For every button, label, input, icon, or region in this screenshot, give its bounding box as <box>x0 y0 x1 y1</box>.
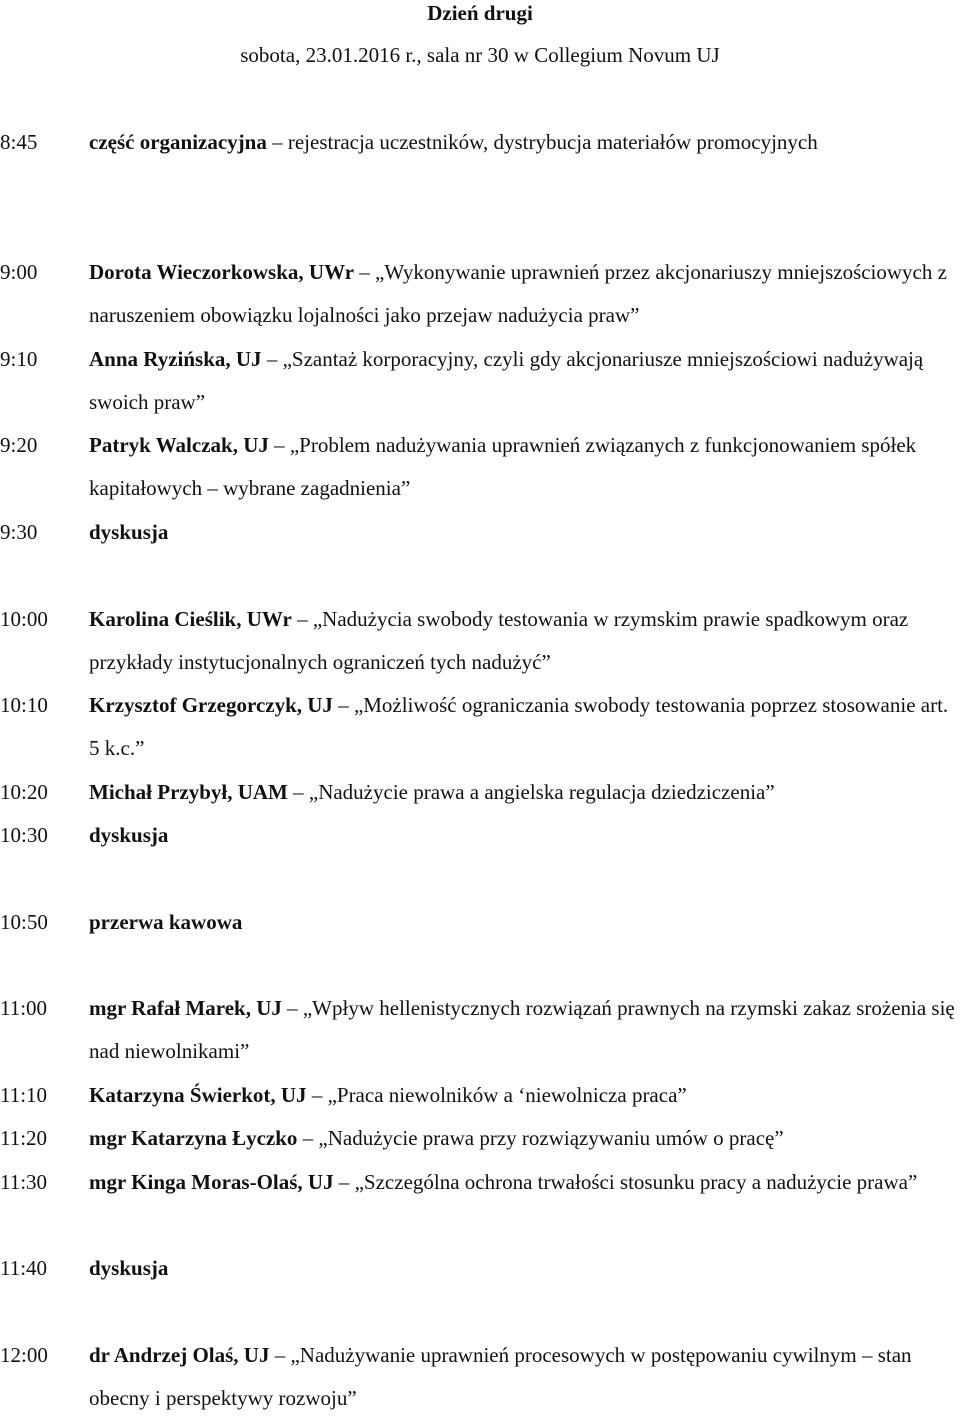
talk-title: – „Nadużycie prawa a angielska regulacja dziedziczenia” <box>287 779 775 804</box>
speaker: dyskusja <box>89 1255 169 1280</box>
talk-title: – „Szczególna ochrona trwałości stosunku pracy a nadużycie prawa” <box>333 1169 918 1194</box>
time-label: 11:10 <box>0 1083 48 1107</box>
time-label: 10:20 <box>0 780 48 804</box>
time-label: 12:00 <box>0 1343 48 1367</box>
speaker: dr Andrzej Olaś, UJ <box>89 1342 270 1367</box>
speaker: dyskusja <box>89 822 169 847</box>
time-label: 9:10 <box>0 347 38 371</box>
time-label: 8:45 <box>0 130 38 154</box>
speaker: przerwa kawowa <box>89 909 243 934</box>
item-content <box>89 511 955 554</box>
time-label: 10:00 <box>0 607 48 631</box>
speaker: Krzysztof Grzegorczyk, UJ <box>89 692 333 717</box>
speaker: Anna Ryzińska, UJ <box>89 346 262 371</box>
talk-title: – „Możliwość ograniczania swobody testowania poprzez stosowanie art. 5 k.c.” <box>89 692 949 760</box>
item-content <box>89 598 955 684</box>
item-content <box>89 338 955 424</box>
item-content <box>89 1074 955 1117</box>
talk-title: – „Nadużycia swobody testowania w rzymskim prawie spadkowym oraz przykłady instytucjonalnych ograniczeń tych nadużyć” <box>89 606 909 674</box>
talk-title: – rejestracja uczestników, dystrybucja materiałów promocyjnych <box>266 129 818 154</box>
item-content <box>89 1117 955 1160</box>
item-content <box>89 121 955 164</box>
talk-title: – „Problem nadużywania uprawnień związanych z funkcjonowaniem spółek kapitałowych – wybrane zagadnienia” <box>89 432 917 500</box>
speaker: część organizacyjna <box>89 129 267 154</box>
time-label: 11:40 <box>0 1256 48 1280</box>
speaker: Katarzyna Świerkot, UJ <box>89 1082 307 1107</box>
time-label: 10:50 <box>0 910 48 934</box>
speaker: Dorota Wieczorkowska, UWr <box>89 259 355 284</box>
talk-title: – „Szantaż korporacyjny, czyli gdy akcjonariusze mniejszościowi nadużywają swoich praw” <box>89 346 924 414</box>
item-content <box>89 1161 955 1204</box>
talk-title: – „Nadużycie prawa przy rozwiązywaniu umów o pracę” <box>297 1125 784 1150</box>
time-label: 10:10 <box>0 693 48 717</box>
item-content <box>89 814 955 857</box>
speaker: dyskusja <box>89 519 169 544</box>
speaker: mgr Kinga Moras-Olaś, UJ <box>89 1169 334 1194</box>
speaker: Michał Przybył, UAM <box>89 779 288 804</box>
item-content <box>89 251 955 337</box>
talk-title: – „Praca niewolników a ‘niewolnicza praca” <box>306 1082 687 1107</box>
item-content <box>89 987 955 1073</box>
item-content <box>89 684 955 770</box>
time-label: 9:30 <box>0 520 38 544</box>
talk-title: – „Wpływ hellenistycznych rozwiązań prawnych na rzymski zakaz srożenia się nad niewolnikami” <box>89 995 955 1063</box>
item-content <box>89 771 955 814</box>
time-label: 11:30 <box>0 1170 48 1194</box>
talk-title: – „Wykonywanie uprawnień przez akcjonariuszy mniejszościowych z naruszeniem obowiązku lojalności jako przejaw nadużycia praw” <box>89 259 947 327</box>
item-content <box>89 1247 955 1290</box>
speaker: Karolina Cieślik, UWr <box>89 606 292 631</box>
time-label: 9:00 <box>0 260 38 284</box>
time-label: 9:20 <box>0 433 38 457</box>
item-content <box>89 1334 955 1420</box>
date-venue-line: sobota, 23.01.2016 r., sala nr 30 w Collegium Novum UJ <box>240 43 720 67</box>
item-content <box>89 424 955 510</box>
speaker: mgr Katarzyna Łyczko <box>89 1125 298 1150</box>
speaker: Patryk Walczak, UJ <box>89 432 269 457</box>
time-label: 11:20 <box>0 1126 48 1150</box>
item-content <box>89 901 955 944</box>
time-label: 10:30 <box>0 823 48 847</box>
speaker: mgr Rafał Marek, UJ <box>89 995 282 1020</box>
talk-title: – „Nadużywanie uprawnień procesowych w postępowaniu cywilnym – stan obecny i perspektywy rozwoju” <box>89 1342 912 1410</box>
day-title: Dzień drugi <box>427 1 533 25</box>
time-label: 11:00 <box>0 996 48 1020</box>
